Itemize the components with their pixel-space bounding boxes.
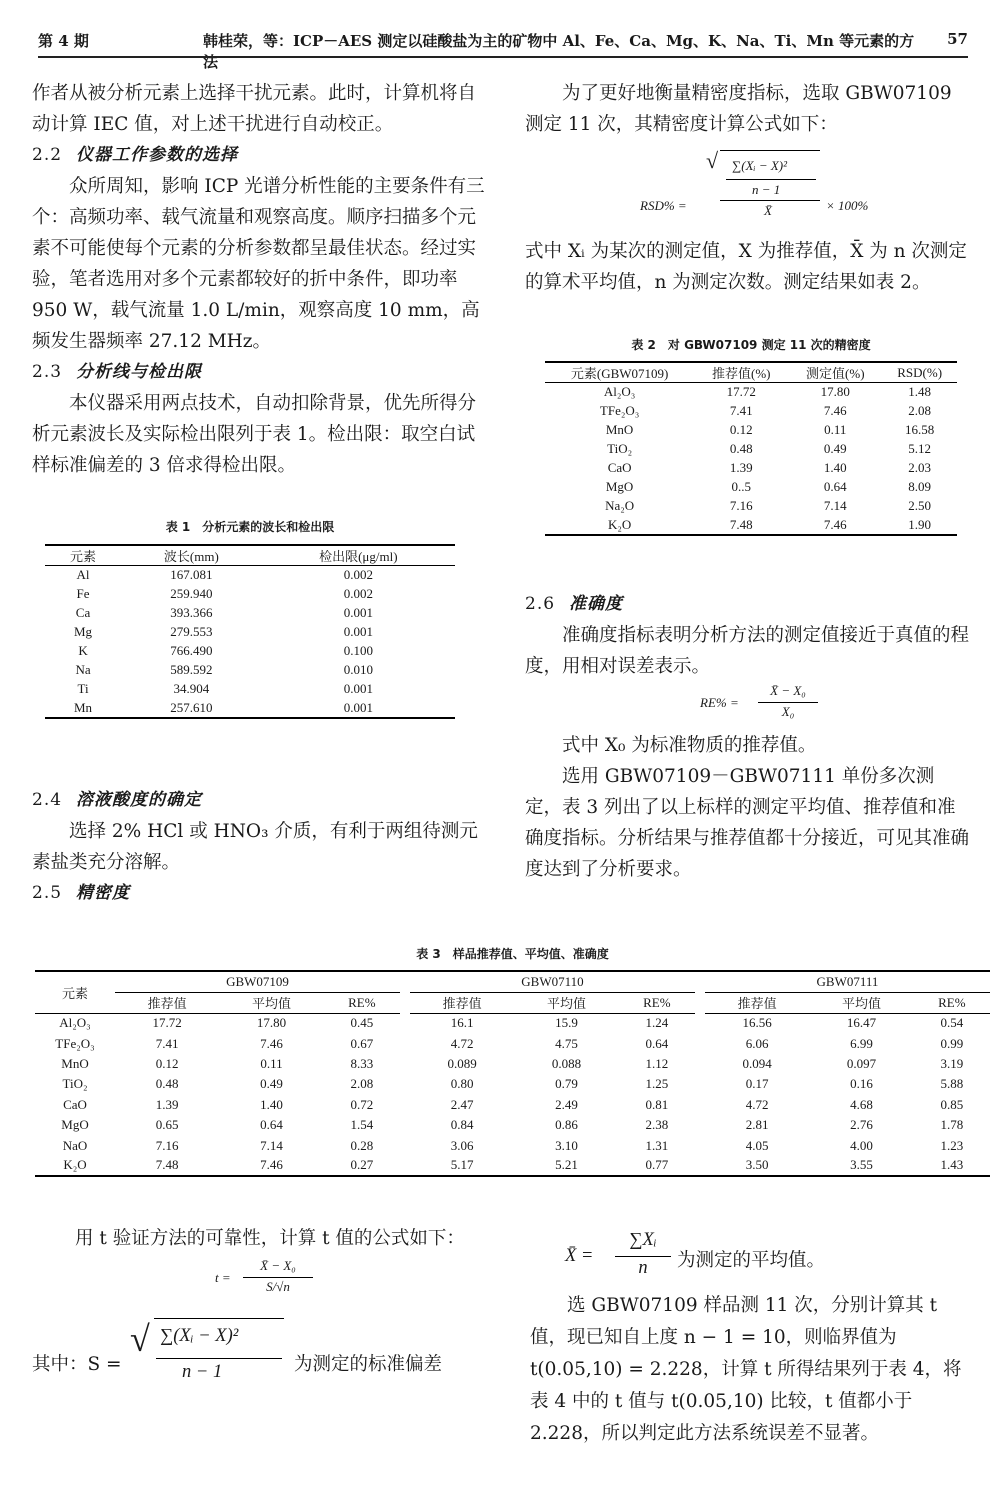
table-cell: 0..5	[731, 479, 751, 494]
table-cell: 4.75	[555, 1035, 578, 1051]
right-paragraph-4: 式中 X₀ 为标准物质的推荐值。	[562, 735, 817, 756]
table-row	[545, 459, 957, 478]
table-cell: 0.79	[555, 1076, 578, 1092]
table-cell: 0.80	[450, 1076, 474, 1092]
table-cell: 0.49	[260, 1076, 283, 1092]
table-cell: Na	[75, 662, 91, 677]
table-cell: 6.99	[850, 1035, 873, 1051]
t-formula	[215, 1258, 335, 1300]
table-cell: 0.11	[260, 1055, 283, 1071]
section-number: 2.3	[32, 362, 63, 382]
table-cell: 0.002	[343, 567, 373, 583]
table-cell: 1.43	[940, 1157, 964, 1173]
table-cell: 1.31	[645, 1137, 669, 1153]
table-cell: 2.81	[745, 1117, 769, 1133]
table-row	[545, 478, 957, 497]
table-cell: K₂O	[607, 516, 632, 532]
table-cell: TiO₂	[62, 1076, 88, 1092]
table-header-cell: 检出限(μg/ml)	[262, 545, 455, 566]
table-cell: 0.48	[729, 441, 753, 456]
table-cell: Al₂O₃	[603, 384, 636, 400]
section-number: 2.2	[32, 145, 63, 165]
table-cell: 2.38	[645, 1117, 669, 1133]
sqrt-bar	[154, 1318, 284, 1319]
table-cell: TiO₂	[607, 441, 633, 456]
rsd-formula	[640, 148, 900, 228]
left-paragraph-3: 本仪器采用两点技术，自动扣除背景，优先所得分析元素波长及实际检出限列于表 1。检出限：取空白试样标准偏差的 3 倍求得检出限。	[32, 393, 477, 476]
table-cell: 0.16	[850, 1076, 873, 1092]
table-header-cell: 元素	[45, 545, 121, 566]
table-row	[45, 623, 455, 642]
table-cell: 7.46	[260, 1157, 283, 1173]
section-title: 溶液酸度的确定	[76, 790, 203, 810]
sqrt-sign: √	[130, 1319, 150, 1359]
table-header-cell: RE%	[914, 992, 990, 1013]
formula-lhs: t =	[215, 1270, 231, 1285]
table-cell: 0.002	[343, 586, 373, 601]
table-cell: 0.17	[745, 1076, 769, 1092]
right-column-2	[525, 236, 970, 298]
table-row	[35, 1054, 990, 1074]
table-row	[35, 1156, 990, 1176]
table-cell: 17.72	[726, 384, 756, 400]
table-cell: 3.19	[940, 1055, 964, 1071]
table-cell: 1.78	[940, 1117, 964, 1133]
table-cell: 0.12	[155, 1055, 179, 1071]
table-cell: 5.12	[908, 441, 932, 456]
table-cell: 7.16	[729, 498, 753, 513]
table-cell: 279.553	[170, 624, 213, 639]
table-group-header: GBW07110	[410, 971, 695, 992]
section-2-5-heading	[32, 878, 492, 909]
table-cell: NaO	[62, 1137, 88, 1153]
table-cell: 257.610	[170, 699, 213, 715]
table-cell: 6.06	[745, 1035, 769, 1051]
table-cell: 1.39	[155, 1096, 179, 1112]
formula-lhs: RE% =	[700, 695, 739, 710]
table-cell: 5.17	[450, 1157, 474, 1173]
table-header-cell: 测定值(%)	[788, 362, 882, 383]
table-cell: 0.11	[824, 422, 847, 437]
table-cell: 0.72	[350, 1096, 374, 1112]
right-paragraph-5: 选用 GBW07109－GBW07111 单份多次测定，表 3 列出了以上标样的测定平均值、推荐值和准确度指标。分析结果与推荐值都十分接近，可见其准确度达到了分析要求。	[525, 766, 970, 880]
right-paragraph-2: 式中 Xᵢ 为某次的测定值，X 为推荐值，X̄ 为 n 次测定的算术平均值，n 为测定次数。测定结果如表 2。	[525, 241, 967, 293]
table-cell: 16.1	[450, 1015, 474, 1031]
table-cell: 7.48	[155, 1157, 179, 1173]
formula-denominator: S/√n	[266, 1279, 290, 1294]
table-cell: 34.904	[173, 681, 210, 696]
table-row	[545, 516, 957, 535]
table-cell: Ca	[75, 605, 91, 620]
table-cell: MgO	[61, 1117, 89, 1133]
formula-denominator: X₀	[781, 704, 795, 719]
issue-number: 第 4 期	[38, 32, 89, 50]
formula-numerator: X̄ − X₀	[770, 683, 806, 698]
table-cell: 16.47	[846, 1015, 877, 1031]
table-row	[45, 661, 455, 680]
table-cell: 2.49	[555, 1096, 578, 1112]
table-cell: 2.47	[450, 1096, 474, 1112]
table-header-cell: 元素(GBW07109)	[545, 362, 694, 383]
table-cell: 3.10	[555, 1137, 578, 1153]
table-cell: 0.100	[343, 643, 373, 658]
running-header	[38, 30, 968, 71]
table-row	[545, 421, 957, 440]
table-cell: 0.85	[940, 1096, 964, 1112]
table-cell: Mn	[73, 699, 93, 715]
table-cell: 0.81	[645, 1096, 669, 1112]
table-header-cell: RSD(%)	[882, 362, 957, 383]
table-cell: 0.097	[846, 1055, 877, 1071]
table-1-caption: 表 1 分析元素的波长和检出限	[165, 520, 335, 534]
table-cell: TFe₂O₃	[599, 403, 640, 418]
table-cell: 393.366	[170, 605, 213, 620]
s-formula	[32, 1308, 502, 1408]
formula-numerator: ∑Xᵢ	[629, 1230, 657, 1250]
formula-suffix: 为测定的平均值。	[677, 1250, 826, 1271]
table-cell: 16.58	[905, 422, 935, 437]
table-cell: 0.001	[343, 699, 373, 715]
table-row	[545, 497, 957, 516]
section-number: 2.5	[32, 883, 63, 903]
table-header-cell: RE%	[324, 992, 400, 1013]
table-cell: 1.24	[645, 1015, 669, 1031]
table-header-cell: RE%	[619, 992, 695, 1013]
left-paragraph-1: 作者从被分析元素上选择干扰元素。此时，计算机将自动计算 IEC 值，对上述干扰进行自动校正。	[32, 83, 477, 135]
table-cell: 1.39	[729, 460, 753, 475]
table-row	[35, 1095, 990, 1115]
table-row	[545, 440, 957, 459]
section-title: 仪器工作参数的选择	[76, 145, 239, 165]
formula-lhs: RSD% =	[640, 198, 687, 213]
table-cell: 4.00	[850, 1137, 873, 1153]
table-row	[35, 1115, 990, 1135]
table-cell: 2.76	[850, 1117, 873, 1133]
table-cell: 4.68	[850, 1096, 873, 1112]
table-cell: 167.081	[170, 567, 213, 583]
section-2-2-heading	[32, 140, 492, 171]
formula-lhs: 其中：S =	[32, 1354, 122, 1375]
final-paragraph: 选 GBW07109 样品测 11 次，分别计算其 t 值，现已知自上度 n − 1 = 10，则临界值为 t(0.05,10) = 2.228，计算 t 所得结果列于表 4，将表 4 中的 t 值与 t(0.05,10) 比较，t 值都小于 2.228，所以判定此方法系统误差不显著。	[530, 1295, 962, 1444]
table-cell: 7.16	[155, 1137, 179, 1153]
section-title: 准确度	[569, 594, 624, 614]
table-3-caption: 表 3 样品推荐值、平均值、准确度	[416, 947, 609, 961]
table-cell: 4.72	[745, 1096, 769, 1112]
fraction-bar	[615, 1256, 671, 1257]
table-row	[45, 680, 455, 699]
right-column-4	[525, 730, 970, 885]
table-cell: 1.23	[940, 1137, 964, 1153]
fraction-bar	[243, 1277, 313, 1278]
table-cell: 0.001	[343, 624, 373, 639]
table-cell: 16.56	[742, 1015, 772, 1031]
table-cell: 17.80	[256, 1015, 287, 1031]
table-cell: Al	[76, 567, 90, 583]
table-cell: 17.80	[820, 384, 850, 400]
table-cell: 4.05	[745, 1137, 769, 1153]
formula-denominator: n	[638, 1258, 648, 1278]
table-header-cell: 推荐值(%)	[694, 362, 788, 383]
table-cell: K	[78, 643, 88, 658]
table-row	[35, 1074, 990, 1094]
table-2	[545, 361, 957, 536]
table-cell: 0.12	[729, 422, 753, 437]
table-cell: 1.40	[823, 460, 847, 475]
formula-tail: × 100%	[826, 198, 869, 213]
re-formula	[700, 683, 860, 725]
table-cell: 3.55	[850, 1157, 873, 1173]
table-cell: 589.592	[170, 662, 213, 677]
table-cell: 0.84	[450, 1117, 474, 1133]
table-cell: 7.41	[729, 403, 753, 418]
left-column-lower	[32, 785, 492, 909]
table-cell: 0.86	[555, 1117, 578, 1133]
table-cell: 0.28	[350, 1137, 374, 1153]
table-cell: 0.99	[940, 1035, 964, 1051]
table-header-cell: 平均值	[514, 992, 618, 1013]
table-cell: 17.72	[152, 1015, 182, 1031]
table-cell: 2.50	[908, 498, 932, 513]
left-paragraph-2: 众所周知，影响 ICP 光谱分析性能的主要条件有三个：高频功率、载气流量和观察高度。顺序扫描多个元素不可能使每个元素的分析参数都呈最佳状态。经过实验，笔者选用对多个元素都较好的折中条件，即功率 950 W，载气流量 1.0 L/min，观察高度 10 mm，高频发生器频率 27.12 MHz。	[32, 176, 485, 352]
page-number: 57	[947, 30, 968, 48]
table-cell: Al₂O₃	[59, 1015, 91, 1031]
table-row	[545, 383, 957, 402]
table-cell: K₂O	[63, 1157, 87, 1173]
table-row	[45, 642, 455, 661]
table-cell: 7.46	[823, 403, 847, 418]
table-cell: 0.64	[260, 1117, 283, 1133]
left-paragraph-4: 选择 2% HCl 或 HNO₃ 介质，有利于两组待测元素盐类充分溶解。	[32, 821, 478, 873]
table-cell: 7.41	[155, 1035, 179, 1051]
table-cell: 0.089	[447, 1055, 477, 1071]
left-column	[32, 78, 492, 481]
table-cell: Mg	[73, 624, 93, 639]
table-cell: 7.46	[260, 1035, 283, 1051]
sqrt-sign: √	[706, 148, 719, 173]
table-cell: 1.25	[645, 1076, 669, 1092]
table-cell: MnO	[61, 1055, 89, 1071]
table-header-cell: 波长(mm)	[121, 545, 262, 566]
sqrt-bar	[720, 150, 820, 151]
article-title: 韩桂荣，等：ICP－AES 测定以硅酸盐为主的矿物中 Al、Fe、Ca、Mg、K、Na、Ti、Mn 等元素的方法	[203, 32, 915, 71]
table-cell: 0.77	[645, 1157, 669, 1173]
table-cell: 7.14	[260, 1137, 283, 1153]
table-cell: Ti	[77, 681, 89, 696]
table-cell: 766.490	[170, 643, 213, 658]
table-cell: 5.21	[555, 1157, 578, 1173]
formula-numerator: X̄ − X₀	[260, 1258, 296, 1273]
table-cell: 2.03	[908, 460, 932, 475]
header-rule	[38, 56, 968, 58]
mean-formula	[565, 1230, 985, 1290]
table-cell: 0.67	[350, 1035, 374, 1051]
table-cell: 1.12	[645, 1055, 669, 1071]
table-row	[45, 566, 455, 585]
table-3	[35, 970, 990, 1177]
section-2-6-heading	[525, 589, 970, 620]
right-column	[525, 78, 970, 140]
formula-denominator: X̄	[764, 203, 772, 218]
table-cell: 0.45	[350, 1015, 374, 1031]
table-cell: 2.08	[350, 1076, 374, 1092]
table-cell: 8.09	[908, 479, 932, 494]
formula-numerator: ∑(Xᵢ − X)²	[160, 1326, 239, 1346]
table-header-cell: 推荐值	[115, 992, 219, 1013]
table-cell: 3.06	[450, 1137, 474, 1153]
table-row	[35, 1013, 990, 1033]
table-cell: MnO	[605, 422, 634, 437]
table-cell: 3.50	[745, 1157, 769, 1173]
table-group-row	[35, 971, 990, 992]
table-row	[45, 585, 455, 604]
table-cell: 15.9	[555, 1015, 578, 1031]
table-cell: MgO	[605, 479, 634, 494]
formula-suffix: 为测定的标准偏差	[294, 1354, 443, 1375]
right-paragraph-1: 为了更好地衡量精密度指标，选取 GBW07109 测定 11 次，其精密度计算公式如下：	[525, 83, 952, 135]
section-2-3-heading	[32, 357, 492, 388]
table-header-row	[45, 545, 455, 566]
t-test-intro: 用 t 验证方法的可靠性，计算 t 值的公式如下：	[75, 1228, 465, 1249]
table-cell: Na₂O	[605, 498, 635, 513]
table-cell: 1.40	[260, 1096, 283, 1112]
table-header-cell: 元素	[35, 971, 115, 1013]
fraction-bar	[720, 200, 820, 201]
table-row	[35, 1135, 990, 1155]
section-number: 2.6	[525, 594, 556, 614]
table-cell: 1.48	[908, 384, 932, 400]
table-cell: 1.90	[908, 516, 932, 532]
table-1	[45, 544, 455, 719]
table-header-cell: 推荐值	[410, 992, 514, 1013]
table-cell: 7.48	[729, 516, 753, 532]
table-cell: 0.65	[155, 1117, 179, 1133]
right-paragraph-3: 准确度指标表明分析方法的测定值接近于真值的程度，用相对误差表示。	[525, 625, 970, 677]
table-cell: 1.54	[350, 1117, 374, 1133]
table-cell: 4.72	[450, 1035, 474, 1051]
table-cell: 0.49	[823, 441, 847, 456]
section-2-4-heading	[32, 785, 492, 816]
table-row	[45, 699, 455, 718]
formula-lhs: X̄ =	[565, 1246, 594, 1266]
table-cell: Fe	[76, 586, 90, 601]
table-header-cell: 推荐值	[705, 992, 809, 1013]
section-title: 分析线与检出限	[76, 362, 203, 382]
formula-mid: n − 1	[752, 182, 781, 197]
formula-denominator: n − 1	[182, 1362, 223, 1382]
table-cell: 0.094	[742, 1055, 772, 1071]
section-title: 精密度	[76, 883, 131, 903]
table-cell: 0.64	[645, 1035, 669, 1051]
right-column-3	[525, 589, 970, 682]
table-row	[45, 604, 455, 623]
table-cell: 0.64	[823, 479, 847, 494]
table-cell: 8.33	[350, 1055, 374, 1071]
table-cell: 7.14	[823, 498, 847, 513]
table-header-row	[545, 362, 957, 383]
table-header-cell: 平均值	[809, 992, 913, 1013]
table-group-header: GBW07111	[705, 971, 990, 992]
formula-numerator: ∑(Xᵢ − X)²	[732, 158, 788, 173]
table-cell: 0.48	[155, 1076, 179, 1092]
table-cell: 0.54	[940, 1015, 964, 1031]
table-cell: 0.001	[343, 605, 373, 620]
table-row	[35, 1033, 990, 1053]
table-row	[545, 402, 957, 421]
table-cell: 7.46	[823, 516, 847, 532]
table-cell: 0.001	[343, 681, 373, 696]
table-cell: 5.88	[940, 1076, 964, 1092]
table-cell: 259.940	[170, 586, 213, 601]
table-cell: TFe₂O₃	[55, 1035, 95, 1051]
table-cell: 0.088	[551, 1055, 582, 1071]
table-cell: 2.08	[908, 403, 932, 418]
table-header-cell: 平均值	[219, 992, 323, 1013]
table-cell: CaO	[607, 460, 632, 475]
table-subheader-row	[35, 992, 990, 1013]
table-cell: 0.27	[350, 1157, 374, 1173]
table-2-caption: 表 2 对 GBW07109 测定 11 次的精密度	[631, 338, 871, 352]
table-cell: 0.010	[343, 662, 373, 677]
fraction-bar	[758, 702, 818, 703]
fraction-bar	[156, 1358, 282, 1359]
section-number: 2.4	[32, 790, 63, 810]
fraction-bar	[726, 179, 816, 180]
table-cell: CaO	[63, 1096, 87, 1112]
table-group-header: GBW07109	[115, 971, 400, 992]
